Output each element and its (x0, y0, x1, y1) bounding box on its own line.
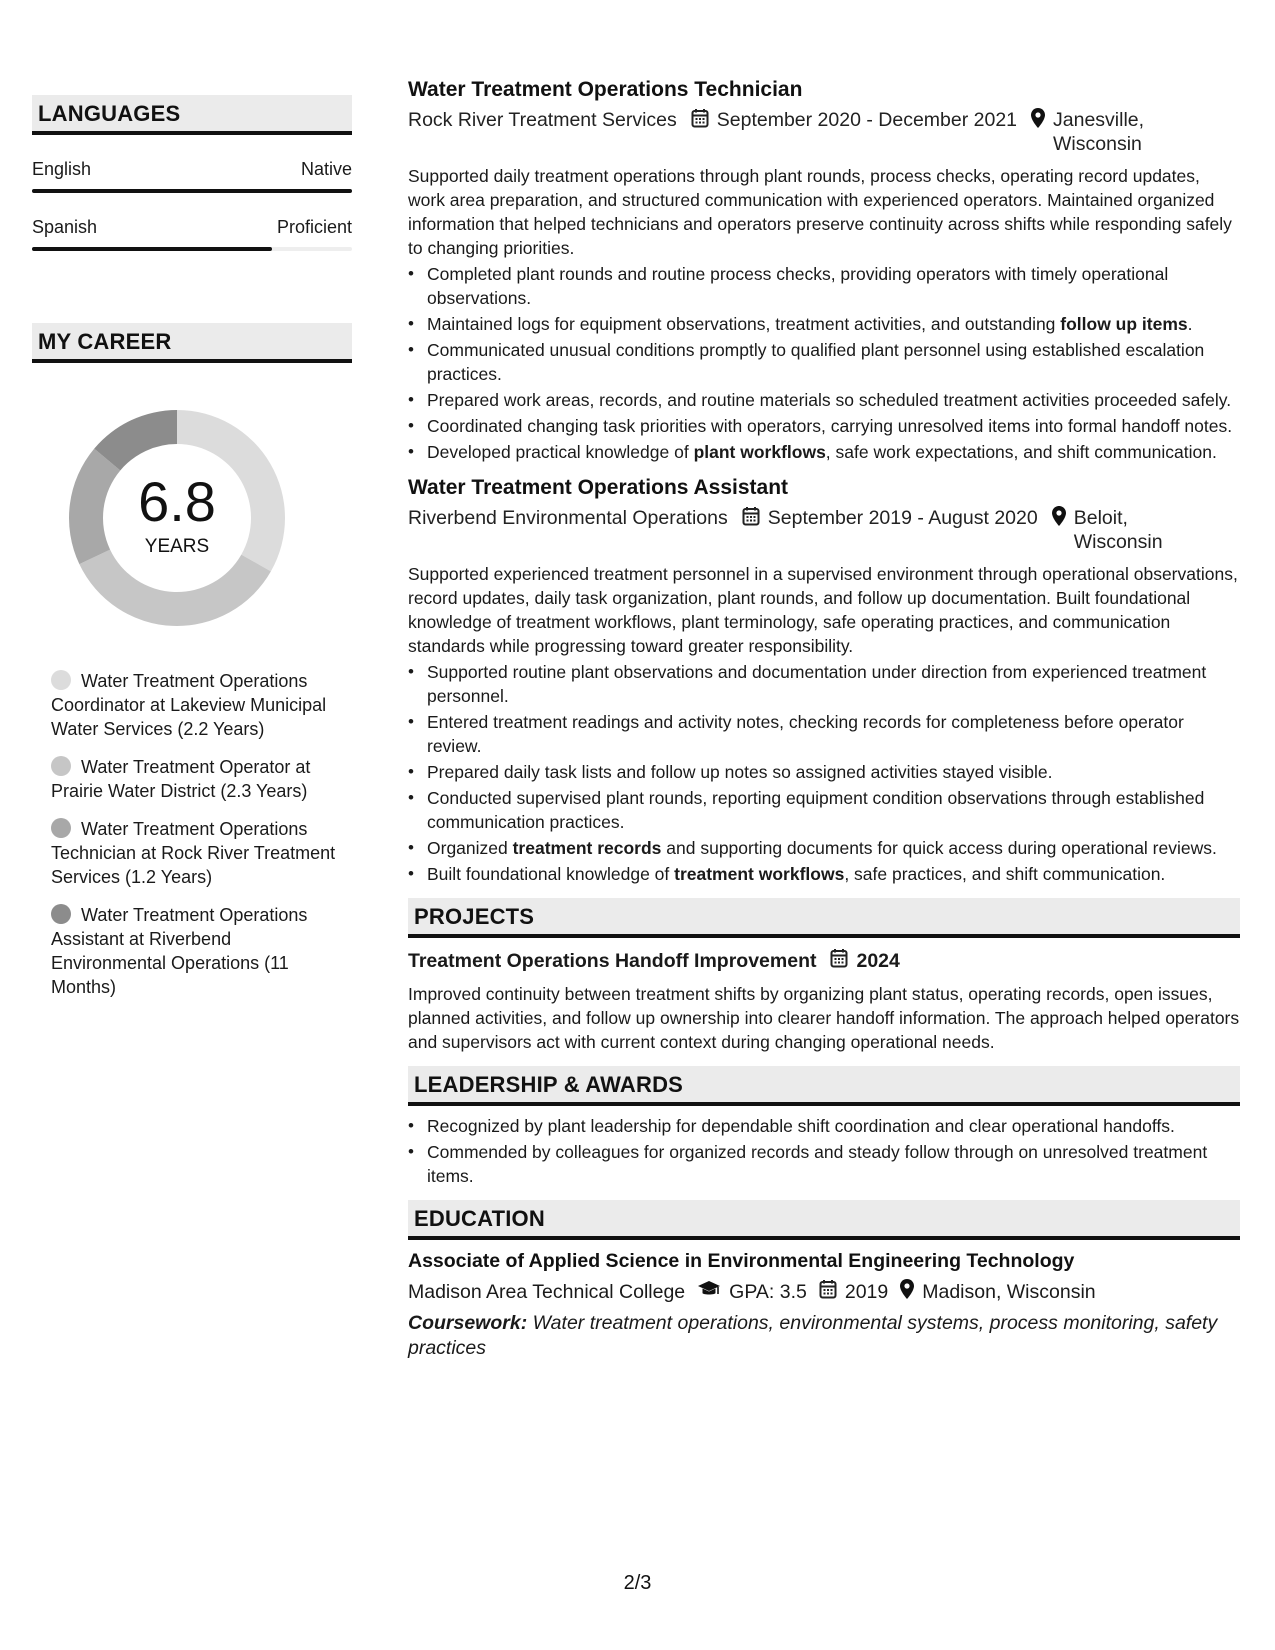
job-summary: Supported daily treatment operations through plant rounds, process checks, operating record updates, work area preparation, and structured communication with experienced operators. Maintained organized information that helped technicians and operators preserve continuity across shifts while responding safely to changing priorities. (408, 166, 1232, 258)
legend-dot (51, 818, 71, 838)
list-item: • Entered treatment readings and activity notes, checking records for completeness before operator review. (408, 710, 1240, 758)
language-level: Native (300, 159, 352, 179)
job-bullets (408, 660, 1240, 886)
list-item: • Communicated unusual conditions promptly to qualified plant personnel using established escalation practices. (408, 338, 1240, 386)
career-total-value: 6.8 (138, 470, 216, 533)
career-legend (51, 669, 341, 999)
job-bullets (408, 262, 1240, 464)
job-meta (408, 108, 1240, 156)
list-item: • Recognized by plant leadership for dependable shift coordination and clear operational handoffs. (408, 1114, 1240, 1138)
education-gpa: GPA: 3.5 (729, 1280, 807, 1303)
career-total-unit: YEARS (144, 536, 210, 557)
calendar-icon (819, 1279, 837, 1305)
education-meta (408, 1279, 1240, 1305)
language-name: Spanish (32, 217, 98, 237)
languages-heading: LANGUAGES (32, 95, 352, 135)
language-level-bar (32, 247, 352, 251)
leadership-heading: LEADERSHIP & AWARDS (408, 1066, 1240, 1106)
job-title: Water Treatment Operations Assistant (408, 476, 789, 499)
language-level: Proficient (276, 217, 352, 237)
legend-item: Water Treatment Operations Coordinator at Lakeview Municipal Water Services (2.2 Years) (51, 671, 327, 739)
legend-item: Water Treatment Operations Technician at Rock River Treatment Services (1.2 Years) (51, 819, 336, 887)
career-heading: MY CAREER (32, 323, 352, 363)
right-column (408, 78, 1240, 1361)
calendar-icon (691, 108, 709, 134)
list-item: • Commended by colleagues for organized records and steady follow through on unresolved treatment items. (408, 1140, 1240, 1188)
leadership-bullets (408, 1114, 1240, 1188)
job-entry (408, 78, 1240, 464)
list-item: • Conducted supervised plant rounds, reporting equipment condition observations through established communication practices. (408, 786, 1240, 834)
list-item: • Completed plant rounds and routine process checks, providing operators with timely operational observations. (408, 262, 1240, 310)
career-donut-chart (62, 403, 292, 633)
job-dates: September 2019 - August 2020 (767, 507, 1038, 529)
job-location: Janesville, Wisconsin (1053, 109, 1145, 155)
list-item: • Organized treatment records and supporting documents for quick access during operational reviews. (408, 836, 1240, 860)
job-company: Riverbend Environmental Operations (408, 507, 728, 529)
job-summary: Supported experienced treatment personnel in a supervised environment through operational observations, record updates, daily task organization, plant rounds, and follow up documentation. Built foundational knowledge of treatment workflows, plant terminology, safe operating practices, and communication standards while progressing toward greater responsibility. (408, 564, 1238, 656)
projects-heading: PROJECTS (408, 898, 1240, 938)
project-year: 2024 (856, 949, 900, 972)
language-english (32, 159, 352, 193)
project-description: Improved continuity between treatment shifts by organizing plant status, operating records, open issues, planned activities, and follow up ownership into clearer handoff information. The approach helped operators and supervisors act with current context during changing operational needs. (408, 984, 1240, 1052)
legend-item: Water Treatment Operations Assistant at Riverbend Environmental Operations (11 Months) (51, 905, 308, 997)
list-item: • Prepared daily task lists and follow up notes so assigned activities stayed visible. (408, 760, 1240, 784)
language-spanish (32, 217, 352, 251)
map-pin-icon (900, 1279, 914, 1305)
list-item: • Developed practical knowledge of plant workflows, safe work expectations, and shift communication. (408, 440, 1240, 464)
legend-dot (51, 904, 71, 924)
education-school: Madison Area Technical College (408, 1280, 686, 1303)
list-item: • Maintained logs for equipment observations, treatment activities, and outstanding follow up items. (408, 312, 1240, 336)
calendar-icon (742, 506, 760, 532)
job-meta (408, 506, 1240, 554)
list-item: • Supported routine plant observations and documentation under direction from experienced treatment personnel. (408, 660, 1240, 708)
job-company: Rock River Treatment Services (408, 109, 677, 131)
project-title: Treatment Operations Handoff Improvement (408, 949, 817, 972)
job-entry (408, 476, 1240, 886)
project-title-row (408, 948, 1240, 974)
job-dates: September 2020 - December 2021 (716, 109, 1018, 131)
list-item: • Built foundational knowledge of treatment workflows, safe practices, and shift communication. (408, 862, 1240, 886)
legend-item: Water Treatment Operator at Prairie Water District (2.3 Years) (51, 757, 311, 801)
job-title: Water Treatment Operations Technician (408, 78, 803, 101)
education-degree: Associate of Applied Science in Environmental Engineering Technology (408, 1250, 1075, 1272)
graduation-cap-icon (697, 1280, 721, 1304)
legend-dot (51, 756, 71, 776)
legend-dot (51, 670, 71, 690)
education-year: 2019 (844, 1280, 889, 1303)
map-pin-icon (1052, 506, 1066, 532)
language-level-bar (32, 189, 352, 193)
calendar-icon (830, 948, 848, 974)
education-location: Madison, Wisconsin (922, 1280, 1096, 1303)
map-pin-icon (1031, 108, 1045, 134)
job-location: Beloit, Wisconsin (1073, 507, 1163, 553)
page-number: 2/3 (623, 1572, 652, 1594)
language-name: English (32, 159, 92, 179)
education-coursework: Coursework: Water treatment operations, environmental systems, process monitoring, safety practices (408, 1312, 1218, 1359)
list-item: • Coordinated changing task priorities with operators, carrying unresolved items into formal handoff notes. (408, 414, 1240, 438)
list-item: • Prepared work areas, records, and routine materials so scheduled treatment activities proceeded safely. (408, 388, 1240, 412)
education-heading: EDUCATION (408, 1200, 1240, 1240)
left-column (32, 95, 352, 1013)
